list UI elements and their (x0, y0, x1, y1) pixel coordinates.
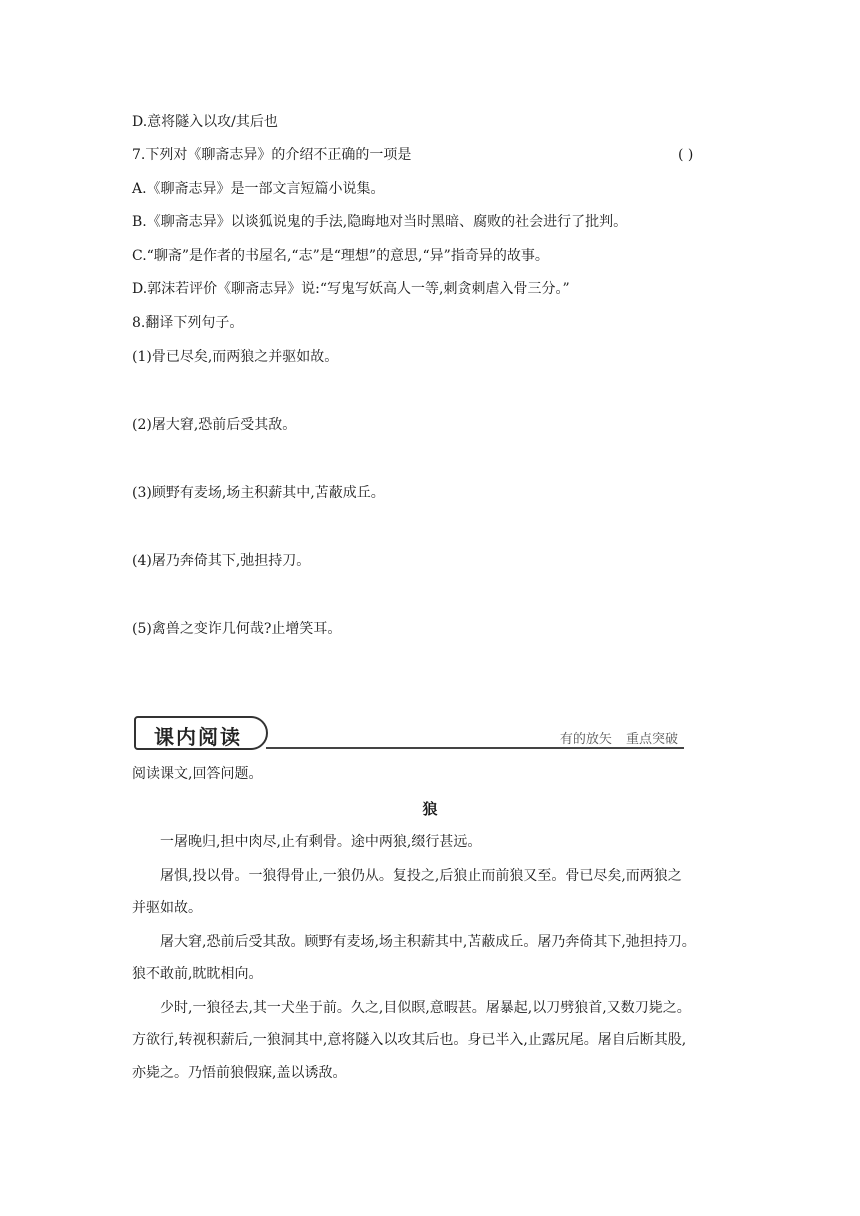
q8-sentence-5: (5)禽兽之变诈几何哉?止增笑耳。 (132, 621, 342, 637)
q7-stem: 7.下列对《聊斋志异》的介绍不正确的一项是 (132, 147, 412, 163)
passage-title: 狼 (422, 800, 438, 818)
q7-option-d: D.郭沫若评价《聊斋志异》说:“写鬼写妖高人一等,刺贪刺虐入骨三分。” (132, 281, 570, 297)
passage-paragraph-1: 一屠晚归,担中肉尽,止有剩骨。途中两狼,缀行甚远。 (160, 834, 482, 850)
banner-subtitle: 有的放矢 重点突破 (559, 732, 678, 747)
q8-sentence-1: (1)骨已尽矣,而两狼之并驱如故。 (132, 349, 339, 365)
banner-title-box (134, 716, 268, 750)
passage-paragraph-3-line-2: 狼不敢前,眈眈相向。 (132, 966, 263, 982)
passage-paragraph-4-line-2: 方欲行,转视积薪后,一狼洞其中,意将隧入以攻其后也。身已半入,止露尻尾。屠自后断其股, (132, 1032, 687, 1048)
passage-paragraph-4-line-3: 亦毙之。乃悟前狼假寐,盖以诱敌。 (132, 1065, 347, 1081)
q8-stem: 8.翻译下列句子。 (132, 315, 244, 331)
passage-paragraph-2-line-1: 屠惧,投以骨。一狼得骨止,一狼仍从。复投之,后狼止而前狼又至。骨已尽矣,而两狼之 (160, 868, 682, 884)
q7-option-b: B.《聊斋志异》以谈狐说鬼的手法,隐晦地对当时黑暗、腐败的社会进行了批判。 (132, 214, 628, 230)
q6-option-d: D.意将隧入以攻/其后也 (132, 114, 278, 130)
passage-paragraph-3-line-1: 屠大窘,恐前后受其敌。顾野有麦场,场主积薪其中,苫蔽成丘。屠乃奔倚其下,弛担持刀。 (160, 934, 696, 950)
q7-option-a: A.《聊斋志异》是一部文言短篇小说集。 (132, 181, 385, 197)
passage-paragraph-2-line-2: 并驱如故。 (132, 900, 202, 916)
banner-rule (266, 747, 684, 749)
banner-title: 课内阅读 (154, 725, 242, 749)
q8-sentence-2: (2)屠大窘,恐前后受其敌。 (132, 417, 297, 433)
q8-sentence-4: (4)屠乃奔倚其下,弛担持刀。 (132, 553, 311, 569)
q8-sentence-3: (3)顾野有麦场,场主积薪其中,苫蔽成丘。 (132, 485, 385, 501)
q7-answer-paren: ( ) (678, 147, 694, 163)
q7-option-c: C.“聊斋”是作者的书屋名,“志”是“理想”的意思,“异”指奇异的故事。 (132, 248, 549, 264)
section-banner (132, 712, 684, 752)
reading-instruction: 阅读课文,回答问题。 (132, 766, 263, 782)
passage-paragraph-4-line-1: 少时,一狼径去,其一犬坐于前。久之,目似瞑,意暇甚。屠暴起,以刀劈狼首,又数刀毙之。 (160, 1000, 691, 1016)
